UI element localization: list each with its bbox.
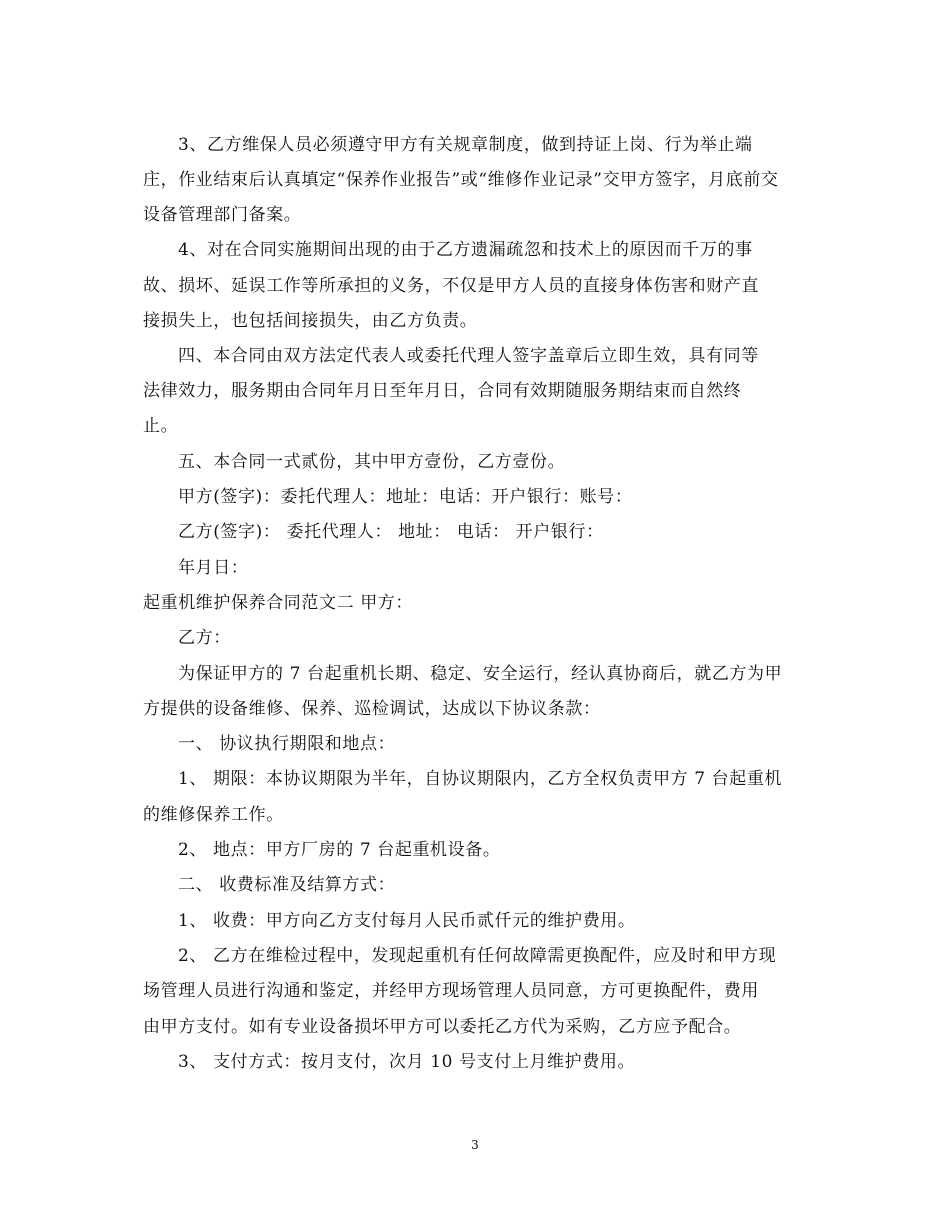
paragraph-line: 场管理人员进行沟通和鉴定，并经甲方现场管理人员同意，方可更换配件，费用 xyxy=(143,981,759,1001)
paragraph-line: 2、 地点：甲方厂房的 7 台起重机设备。 xyxy=(178,840,501,860)
paragraph-line: 四、本合同由双方法定代表人或委托代理人签字盖章后立即生效，具有同等 xyxy=(178,346,759,366)
signature-line-party-b: 乙方(签字)： 委托代理人： 地址： 电话： 开户银行： xyxy=(178,522,604,542)
section-title: 起重机维护保养合同范文二 甲方： xyxy=(143,593,414,613)
paragraph-line: 止。 xyxy=(143,416,179,436)
signature-line-party-a: 甲方(签字)：委托代理人：地址：电话：开户银行：账号： xyxy=(178,487,633,507)
paragraph-line: 法律效力，服务期由合同年月日至年月日，合同有效期随服务期结束而自然终 xyxy=(143,381,742,401)
date-line: 年月日： xyxy=(178,558,249,578)
paragraph-line: 为保证甲方的 7 台起重机长期、稳定、安全运行，经认真协商后，就乙方为甲 xyxy=(178,664,783,684)
paragraph-line: 五、本合同一式贰份，其中甲方壹份，乙方壹份。 xyxy=(178,452,566,472)
paragraph-line: 乙方： xyxy=(178,628,231,648)
paragraph-line: 由甲方支付。如有专业设备损坏甲方可以委托乙方代为采购，乙方应予配合。 xyxy=(143,1017,742,1037)
clause-heading: 一、 协议执行期限和地点： xyxy=(178,734,396,754)
paragraph-line: 故、损坏、延误工作等所承担的义务，不仅是甲方人员的直接身体伤害和财产直 xyxy=(143,276,759,296)
paragraph-line: 1、 收费：甲方向乙方支付每月人民币贰仟元的维护费用。 xyxy=(178,911,636,931)
paragraph-line: 接损失上，也包括间接损失，由乙方负责。 xyxy=(143,311,478,331)
paragraph-line: 方提供的设备维修、保养、巡检调试，达成以下协议条款： xyxy=(143,699,601,719)
paragraph-line: 庄，作业结束后认真填定“保养作业报告”或“维修作业记录”交甲方签字，月底前交 xyxy=(143,170,779,190)
paragraph-line: 3、 支付方式：按月支付，次月 10 号支付上月维护费用。 xyxy=(178,1052,636,1072)
paragraph-line: 3、乙方维保人员必须遵守甲方有关规章制度，做到持证上岗、行为举止端 xyxy=(178,135,753,155)
clause-heading: 二、 收费标准及结算方式： xyxy=(178,875,396,895)
paragraph-line: 1、 期限：本协议期限为半年，自协议期限内，乙方全权负责甲方 7 台起重机 xyxy=(178,769,783,789)
paragraph-line: 2、 乙方在维检过程中，发现起重机有任何故障需更换配件，应及时和甲方现 xyxy=(178,946,777,966)
paragraph-line: 的维修保养工作。 xyxy=(143,805,284,825)
paragraph-line: 设备管理部门备案。 xyxy=(143,205,302,225)
paragraph-line: 4、对在合同实施期间出现的由于乙方遗漏疏忽和技术上的原因而千万的事 xyxy=(178,240,753,260)
page-number: 3 xyxy=(471,1138,479,1152)
